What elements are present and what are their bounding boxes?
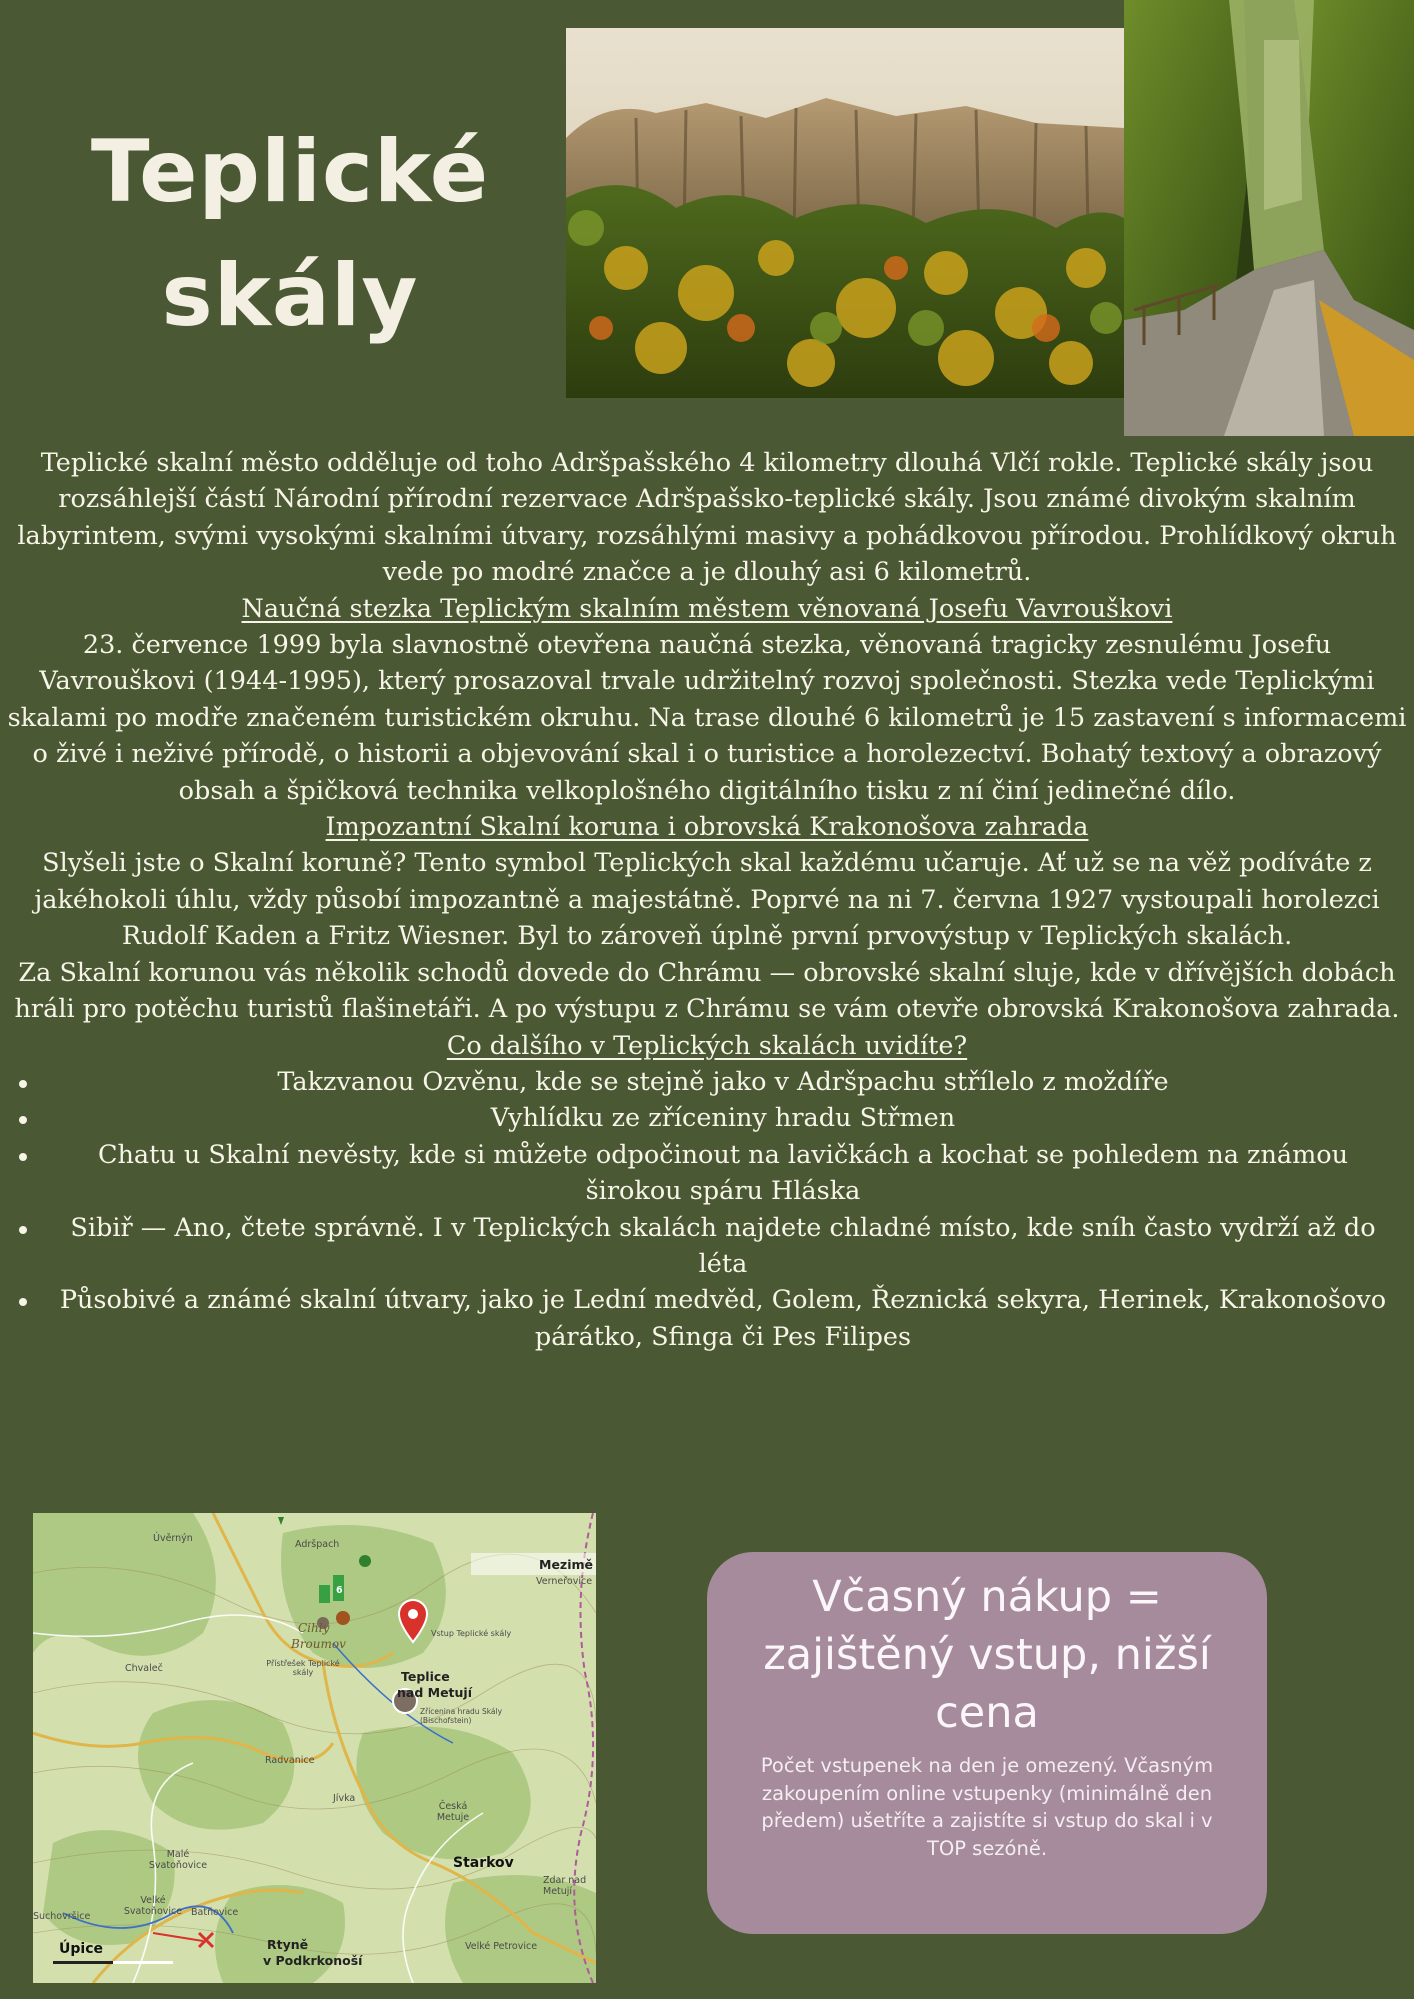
map-cross-marker-icon bbox=[191, 1929, 217, 1949]
map-label-radvanice: Radvanice bbox=[265, 1755, 315, 1766]
map-label-adrspach: Adršpach bbox=[295, 1539, 340, 1550]
map-label-jivka: Jívka bbox=[333, 1793, 356, 1804]
map-label-teplice-1: Teplice bbox=[401, 1669, 450, 1684]
list-item-text: Chatu u Skalní nevěsty, kde si můžete odpočinout na lavičkách a kochat se pohledem na známou širokou spáru Hláska bbox=[97, 1139, 1349, 1207]
map-pin-icon bbox=[401, 1597, 425, 1627]
article-body bbox=[0, 445, 1414, 1355]
photo-rock-ridge-forest bbox=[566, 28, 1124, 398]
promo-text: Počet vstupenek na den je omezený. Včasným zakoupením online vstupenky (minimálně den předem) ušetříte a zajistíte si vstup do skal i v TOP sezóně. bbox=[760, 1754, 1214, 1860]
map-marker-badge: 6 bbox=[336, 1585, 343, 1596]
list-item bbox=[0, 1210, 1414, 1283]
temple-paragraph: Za Skalní korunou vás několik schodů dovede do Chrámu — obrovské skalní sluje, kde v dřívějších dobách hráli pro potěchu turistů flašinetáři. A po výstupu z Chrámu se vám otevře obrovská Krakonošova zahrada. bbox=[14, 957, 1400, 1025]
sights-list bbox=[0, 1064, 1414, 1355]
title-line-2: skály bbox=[161, 246, 419, 346]
title-line-1: Teplické bbox=[90, 122, 490, 222]
bullet-icon bbox=[19, 1226, 27, 1234]
section-heading-sights: Co dalšího v Teplických skalách uvidíte? bbox=[446, 1030, 968, 1061]
list-item-text: Sibiř — Ano, čtete správně. I v Teplických skalách najdete chladné místo, kde sníh často vydrží až do léta bbox=[70, 1212, 1376, 1279]
list-item bbox=[0, 1282, 1414, 1355]
map-label-upice: Úpice bbox=[59, 1941, 103, 1957]
map-label-vstup: Vstup Teplické skály bbox=[431, 1629, 512, 1638]
map-label-velke-svatonovice: Velké Svatoňovice bbox=[123, 1895, 183, 1917]
map-label-uvernyn: Úvěrnýn bbox=[153, 1533, 193, 1544]
map-label-zdar: Zdar nad Metují bbox=[543, 1875, 587, 1897]
map-label-zricenina: Zřícenina hradu Skály (Bischofstein) bbox=[420, 1707, 503, 1725]
map-label-teplice-2: nad Metují bbox=[397, 1685, 472, 1700]
photo-mossy-canyon bbox=[1124, 0, 1414, 436]
page-title bbox=[70, 110, 510, 358]
list-item-text: Působivé a známé skalní útvary, jako je Lední medvěd, Golem, Řeznická sekyra, Herinek, Krakonošovo párátko, Sfinga či Pes Filipes bbox=[59, 1285, 1387, 1352]
crown-paragraph: Slyšeli jste o Skalní koruně? Tento symbol Teplických skal každému učaruje. Ať už se na věž podíváte z jakéhokoli úhlu, vždy působí impozantně a majestátně. Poprvé na ni 7. června 1927 vystoupali horolezci Rudolf Kaden a Fritz Wiesner. Byl to zároveň úplně první prvovýstup v Teplických skalách. bbox=[34, 848, 1380, 952]
bullet-icon bbox=[19, 1298, 27, 1306]
map-label-suchovrsice: Suchovršice bbox=[33, 1911, 91, 1922]
list-item bbox=[0, 1137, 1414, 1210]
map-label-male-svatonovice: Malé Svatoňovice bbox=[148, 1849, 208, 1871]
trail-paragraph: 23. července 1999 byla slavnostně otevřena naučná stezka, věnovaná tragicky zesnulému Josefu Vavrouškovi (1944-1995), který prosazoval trvale udržitelný rozvoj společnosti. Stezka vede Teplickými skalami po modře značeném turistickém okruhu. Na trase dlouhé 6 kilometrů je 15 zastavení s informacemi o živé i neživé přírodě, o historii a objevování skal i o turistice a horolezectví. Bohatý textový a obrazový obsah a špičková technika velkoplošného digitálního tisku z ní činí jedinečné dílo. bbox=[7, 630, 1407, 806]
intro-paragraph: Teplické skalní město odděluje od toho Adršpašského 4 kilometry dlouhá Vlčí rokle. Teplické skály jsou rozsáhlejší částí Národní přírodní rezervace Adršpašsko-teplické skály. Jsou známé divokým skalním labyrintem, svými vysokými skalními útvary, rozsáhlými masivy a pohádkovou přírodou. Prohlídkový okruh vede po modré značce a je dlouhý asi 6 kilometrů. bbox=[17, 448, 1397, 588]
map-label-vernerovice: Verneřovice bbox=[536, 1576, 593, 1587]
map-label-broumov: Broumov bbox=[291, 1637, 346, 1651]
map-label-rtyne-2: v Podkrkonoší bbox=[263, 1953, 363, 1968]
bullet-icon bbox=[19, 1116, 27, 1124]
section-heading-trail: Naučná stezka Teplickým skalním městem věnovaná Josefu Vavrouškovi bbox=[241, 593, 1173, 624]
map-label-velke-petrovice: Velké Petrovice bbox=[465, 1941, 538, 1952]
map-label-chvalec: Chvaleč bbox=[125, 1663, 163, 1674]
promo-title: Včasný nákup = zajištěný vstup, nižší cena bbox=[763, 1572, 1211, 1738]
map-label-pristresek: Přístřešek Teplické skály bbox=[266, 1659, 340, 1677]
section-heading-crown: Impozantní Skalní koruna i obrovská Krakonošova zahrada bbox=[325, 812, 1089, 843]
early-purchase-box bbox=[707, 1552, 1267, 1934]
list-item-text: Vyhlídku ze zříceniny hradu Střmen bbox=[490, 1103, 956, 1134]
map-label-starkov: Starkov bbox=[453, 1855, 514, 1871]
list-item-text: Takzvanou Ozvěnu, kde se stejně jako v Adršpachu střílelo z moždíře bbox=[277, 1066, 1169, 1097]
map-label-ceska-metuje: Česká Metuje bbox=[436, 1801, 470, 1823]
area-map bbox=[33, 1513, 596, 1983]
map-label-rtyne-1: Rtyně bbox=[267, 1937, 309, 1952]
list-item bbox=[0, 1064, 1414, 1100]
map-label-batnovice: Batňovice bbox=[191, 1907, 239, 1918]
list-item bbox=[0, 1100, 1414, 1136]
bullet-icon bbox=[19, 1080, 27, 1088]
map-label-cihly: Cihly bbox=[298, 1621, 330, 1635]
bullet-icon bbox=[19, 1153, 27, 1161]
map-label-mezime: Mezimě bbox=[539, 1557, 593, 1572]
